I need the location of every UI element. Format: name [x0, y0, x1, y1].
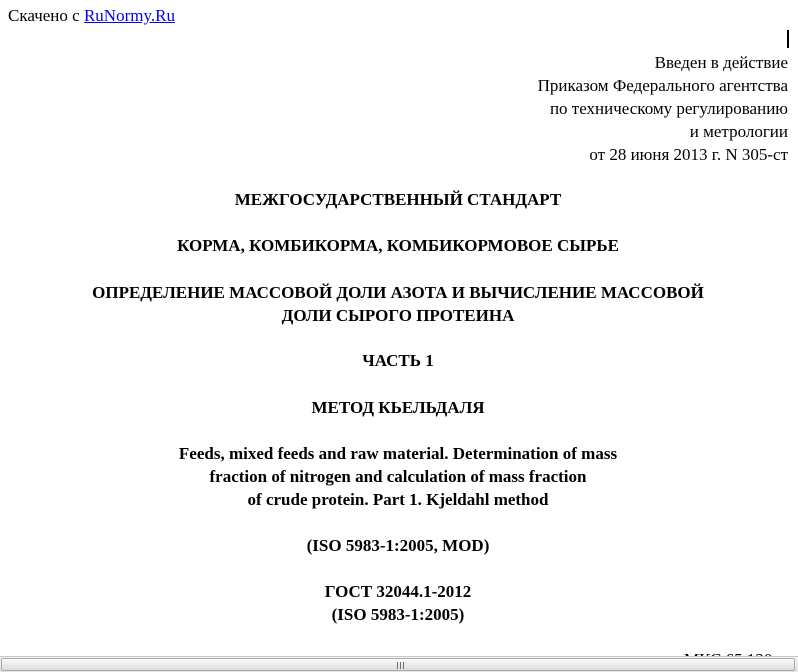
interstate-standard-heading	[0, 188, 796, 211]
heading-line: МЕТОД КЬЕЛЬДАЛЯ	[311, 398, 485, 417]
enactment-line: Введен в действие	[654, 53, 788, 72]
english-title	[0, 442, 796, 511]
heading-line: ДОЛИ СЫРОГО ПРОТЕИНА	[281, 306, 515, 325]
determination-heading	[0, 281, 796, 327]
heading-line: МЕЖГОСУДАРСТВЕННЫЙ СТАНДАРТ	[234, 190, 562, 209]
source-prefix: Скачено с	[8, 6, 80, 25]
text-cursor	[787, 30, 789, 48]
gost-heading	[0, 580, 796, 626]
source-line	[8, 6, 175, 26]
part-heading	[0, 349, 796, 372]
heading-line: (ISO 5983-1:2005, MOD)	[306, 536, 490, 555]
enactment-line: Приказом Федерального агентства	[537, 76, 788, 95]
heading-line: КОРМА, КОМБИКОРМА, КОМБИКОРМОВОЕ СЫРЬЕ	[177, 236, 619, 255]
heading-line: ОПРЕДЕЛЕНИЕ МАССОВОЙ ДОЛИ АЗОТА И ВЫЧИСЛЕНИЕ МАССОВОЙ	[92, 283, 704, 302]
runormy-link[interactable]: RuNormy.Ru	[83, 6, 175, 25]
scrollbar-thumb[interactable]	[1, 658, 795, 671]
enactment-line: по техническому регулированию	[549, 99, 788, 118]
heading-line: ЧАСТЬ 1	[362, 351, 434, 370]
heading-line: fraction of nitrogen and calculation of mass fraction	[209, 467, 587, 486]
heading-line: Feeds, mixed feeds and raw material. Determination of mass	[178, 444, 618, 463]
iso-mod-heading	[0, 534, 796, 557]
heading-line: (ISO 5983-1:2005)	[331, 605, 465, 624]
heading-line: of crude protein. Part 1. Kjeldahl method	[247, 490, 549, 509]
enactment-block	[538, 51, 788, 166]
enactment-line: от 28 июня 2013 г. N 305-ст	[589, 145, 788, 164]
enactment-line: и метрологии	[689, 122, 788, 141]
method-heading	[0, 396, 796, 419]
horizontal-scrollbar[interactable]	[0, 656, 798, 672]
heading-line: ГОСТ 32044.1-2012	[324, 582, 472, 601]
feeds-heading	[0, 234, 796, 257]
grip-lines-icon	[397, 662, 406, 669]
